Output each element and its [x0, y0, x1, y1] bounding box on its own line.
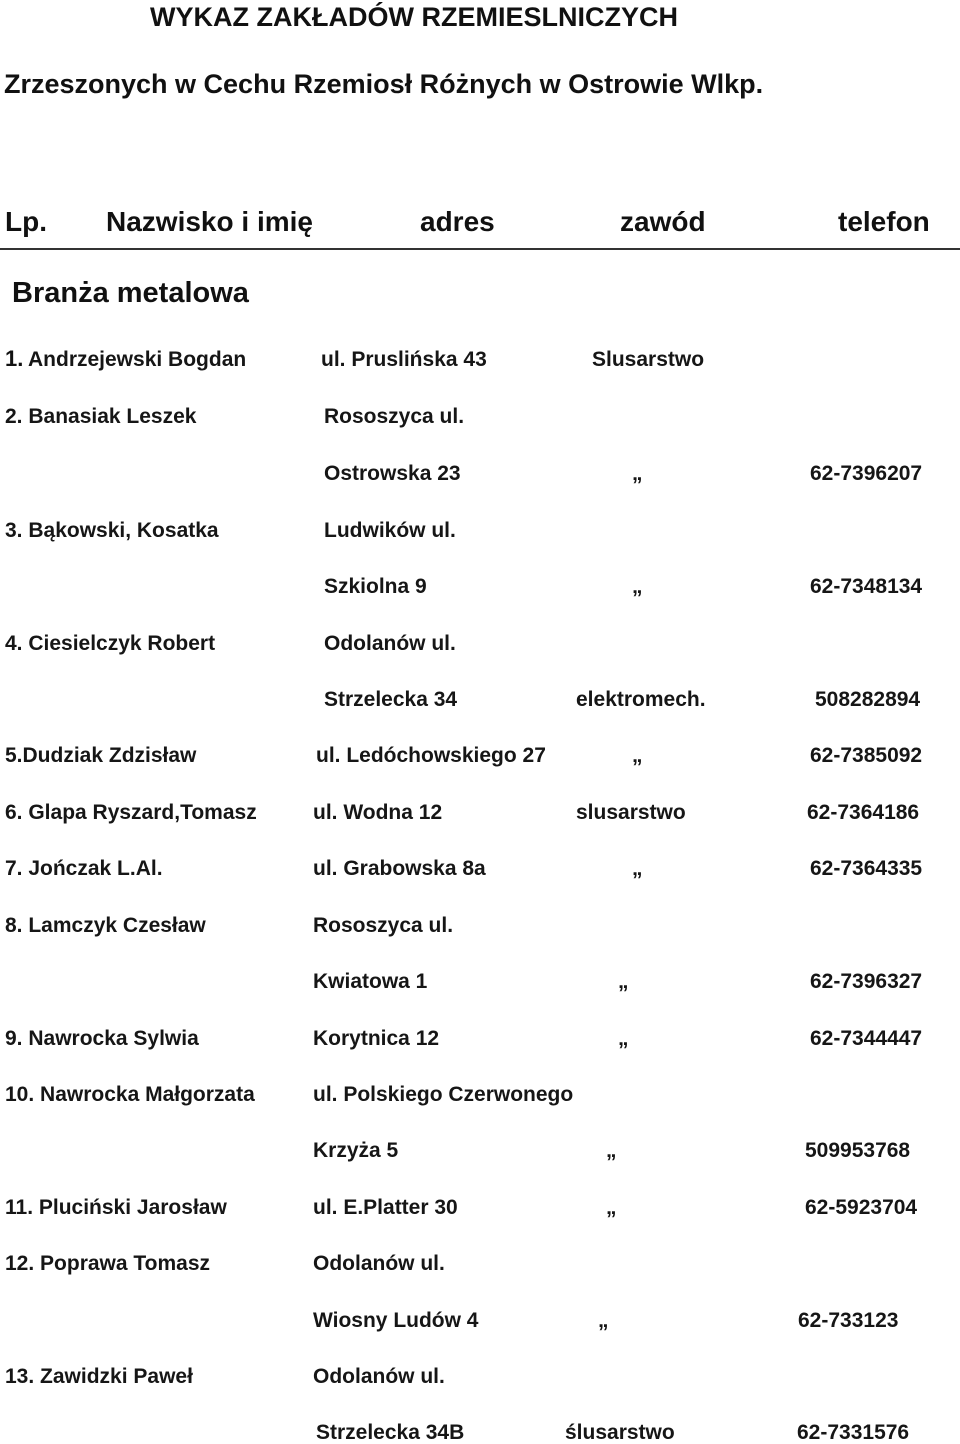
row-phone: 62-5923704 [805, 1196, 918, 1219]
row-profession: Slusarstwo [592, 348, 705, 371]
row-name: 3. Bąkowski, Kosatka [5, 519, 219, 542]
row-address: Strzelecka 34B [316, 1421, 465, 1444]
row-profession: „ [606, 1196, 617, 1219]
row-address: ul. Grabowska 8a [313, 857, 486, 880]
row-address: Krzyża 5 [313, 1139, 399, 1162]
row-address: Odolanów ul. [313, 1365, 445, 1388]
row-profession: ślusarstwo [565, 1421, 675, 1444]
row-lp: 1. [5, 346, 24, 371]
row-profession: „ [598, 1309, 609, 1332]
row-profession: „ [618, 1027, 629, 1050]
row-profession: elektromech. [576, 688, 706, 711]
row-phone: 62-733123 [798, 1309, 899, 1332]
row-address: ul. Pruslińska 43 [321, 348, 487, 371]
row-address: Rososzyca ul. [313, 914, 454, 937]
row-address: ul. E.Platter 30 [313, 1196, 458, 1219]
row-profession: „ [632, 575, 643, 598]
row-address: Ludwików ul. [324, 519, 456, 542]
row-name: 5.Dudziak Zdzisław [5, 744, 197, 767]
row-name: 13. Zawidzki Paweł [5, 1365, 193, 1388]
row-name: 7. Jończak L.Al. [5, 857, 163, 880]
header-lp: Lp. [5, 206, 47, 237]
row-phone: 62-7396327 [810, 970, 923, 993]
row-phone: 62-7396207 [810, 462, 923, 485]
row-address: Szkiolna 9 [324, 575, 427, 598]
header-phone: telefon [838, 206, 930, 237]
row-phone: 62-7364186 [807, 801, 920, 824]
document-title: WYKAZ ZAKŁADÓW RZEMIESLNICZYCH [150, 2, 678, 32]
row-address: Strzelecka 34 [324, 688, 458, 711]
header-name: Nazwisko i imię [106, 206, 313, 237]
row-name: Andrzejewski Bogdan [28, 348, 247, 371]
row-address: Kwiatowa 1 [313, 970, 428, 993]
row-address: ul. Polskiego Czerwonego [313, 1083, 574, 1106]
row-phone: 508282894 [815, 688, 921, 711]
row-address: Odolanów ul. [313, 1252, 445, 1275]
row-address: Rososzyca ul. [324, 405, 465, 428]
row-phone: 62-7348134 [810, 575, 923, 598]
row-phone: 509953768 [805, 1139, 911, 1162]
row-name: 4. Ciesielczyk Robert [5, 632, 216, 655]
row-address: ul. Wodna 12 [313, 801, 443, 824]
row-profession: „ [606, 1139, 617, 1162]
row-phone: 62-7331576 [797, 1421, 910, 1444]
row-address: ul. Ledóchowskiego 27 [316, 744, 546, 767]
row-name: 11. Pluciński Jarosław [5, 1196, 227, 1219]
row-phone: 62-7385092 [810, 744, 923, 767]
row-address: Korytnica 12 [313, 1027, 440, 1050]
row-profession: „ [618, 970, 629, 993]
row-name: 6. Glapa Ryszard,Tomasz [5, 801, 257, 824]
row-name: 10. Nawrocka Małgorzata [5, 1083, 255, 1106]
document-subtitle: Zrzeszonych w Cechu Rzemiosł Różnych w Ostrowie Wlkp. [4, 69, 764, 99]
row-profession: „ [632, 857, 643, 880]
row-phone: 62-7344447 [810, 1027, 923, 1050]
header-divider [0, 248, 960, 250]
row-profession: slusarstwo [576, 801, 686, 824]
row-phone: 62-7364335 [810, 857, 923, 880]
row-address: Wiosny Ludów 4 [313, 1309, 479, 1332]
section-title: Branża metalowa [12, 277, 249, 309]
row-profession: „ [632, 462, 643, 485]
row-address: Ostrowska 23 [324, 462, 461, 485]
row-profession: „ [632, 744, 643, 767]
header-profession: zawód [620, 206, 706, 237]
row-name: 8. Lamczyk Czesław [5, 914, 206, 937]
header-address: adres [420, 206, 495, 237]
row-address: Odolanów ul. [324, 632, 456, 655]
row-name: 12. Poprawa Tomasz [5, 1252, 211, 1275]
row-name: 2. Banasiak Leszek [5, 405, 197, 428]
row-name: 9. Nawrocka Sylwia [5, 1027, 199, 1050]
